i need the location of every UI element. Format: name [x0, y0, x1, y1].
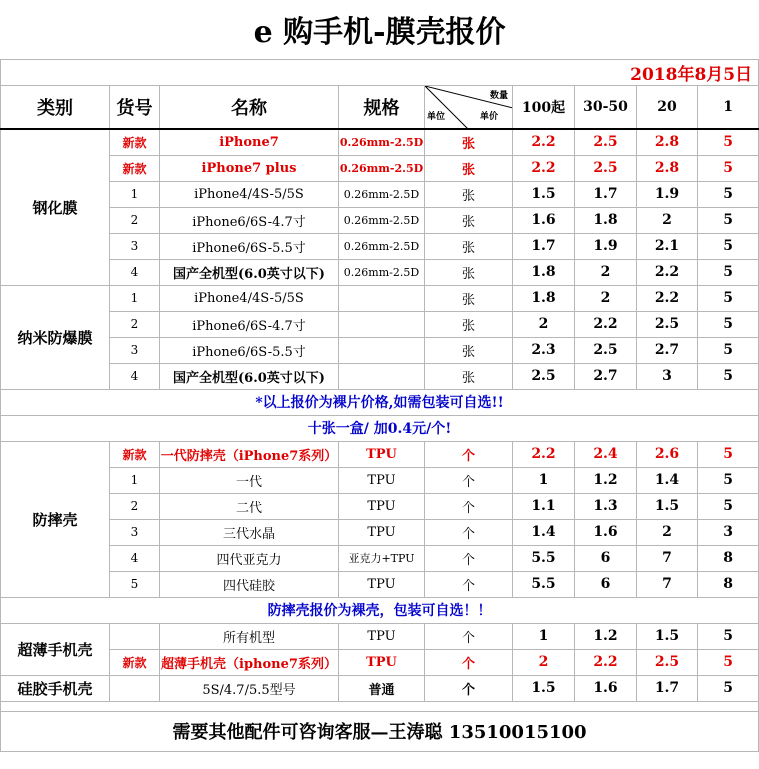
product-name-cell: iPhone7 plus	[160, 155, 339, 181]
price-cell: 2.2	[637, 285, 698, 311]
unit-cell: 张	[425, 181, 513, 207]
unit-cell: 张	[425, 259, 513, 285]
table-row	[1, 285, 759, 311]
table-row	[1, 129, 759, 155]
price-cell: 2	[513, 649, 575, 675]
unit-cell: 个	[425, 545, 513, 571]
spec-cell: 0.26mm-2.5D	[339, 259, 425, 285]
unit-cell: 张	[425, 311, 513, 337]
product-name-cell: iPhone6/6S-5.5寸	[160, 337, 339, 363]
unit-cell: 个	[425, 467, 513, 493]
sku-cell: 新款	[110, 649, 160, 675]
table-row	[1, 181, 759, 207]
table-row	[1, 233, 759, 259]
price-cell: 5	[698, 311, 759, 337]
table-row	[1, 545, 759, 571]
price-cell: 1.1	[513, 493, 575, 519]
price-cell: 2.7	[575, 363, 637, 389]
price-cell: 1.7	[575, 181, 637, 207]
price-cell: 5	[698, 181, 759, 207]
price-cell: 5	[698, 233, 759, 259]
price-cell: 5	[698, 467, 759, 493]
sku-cell: 新款	[110, 129, 160, 155]
spec-cell: 普通	[339, 675, 425, 701]
spec-cell: TPU	[339, 493, 425, 519]
price-cell: 7	[637, 545, 698, 571]
price-cell: 2.2	[575, 649, 637, 675]
category-cell: 钢化膜	[1, 129, 110, 285]
spacer-row	[1, 701, 759, 711]
price-cell: 1	[513, 623, 575, 649]
spec-cell: 亚克力+TPU	[339, 545, 425, 571]
sku-cell: 4	[110, 363, 160, 389]
header-diagonal-cell	[425, 85, 513, 129]
price-cell: 2	[637, 519, 698, 545]
price-cell: 1.9	[575, 233, 637, 259]
sku-cell: 1	[110, 467, 160, 493]
product-name-cell: 一代	[160, 467, 339, 493]
unit-cell: 个	[425, 441, 513, 467]
sku-cell: 2	[110, 493, 160, 519]
product-name-cell: 二代	[160, 493, 339, 519]
spec-cell: 0.26mm-2.5D	[339, 129, 425, 155]
film-pack-note: 十张一盒/ 加0.4元/个!	[1, 415, 759, 441]
spec-cell: 0.26mm-2.5D	[339, 181, 425, 207]
price-cell: 1.2	[575, 467, 637, 493]
price-cell: 1.6	[513, 207, 575, 233]
date-label: 2018年8月5日	[1, 59, 759, 85]
header-qty-20: 20	[637, 85, 698, 129]
product-name-cell: 一代防摔壳（iPhone7系列）	[160, 441, 339, 467]
price-cell: 1.4	[637, 467, 698, 493]
unit-cell: 张	[425, 155, 513, 181]
price-cell: 5	[698, 649, 759, 675]
price-cell: 2.8	[637, 129, 698, 155]
header-spec: 规格	[339, 85, 425, 129]
unit-cell: 张	[425, 363, 513, 389]
sku-cell: 3	[110, 337, 160, 363]
table-row	[1, 467, 759, 493]
unit-cell: 个	[425, 623, 513, 649]
price-cell: 2.2	[513, 129, 575, 155]
sku-cell: 4	[110, 545, 160, 571]
price-cell: 1.8	[513, 285, 575, 311]
sku-cell	[110, 675, 160, 701]
table-row	[1, 155, 759, 181]
spec-cell: 0.26mm-2.5D	[339, 207, 425, 233]
spec-cell	[339, 337, 425, 363]
spec-cell	[339, 363, 425, 389]
price-cell: 2	[575, 285, 637, 311]
product-name-cell: 超薄手机壳（iphone7系列）	[160, 649, 339, 675]
price-cell: 5	[698, 623, 759, 649]
price-cell: 2	[637, 207, 698, 233]
product-name-cell: iPhone6/6S-4.7寸	[160, 311, 339, 337]
price-cell: 2.4	[575, 441, 637, 467]
spec-cell: TPU	[339, 649, 425, 675]
price-cell: 1.9	[637, 181, 698, 207]
product-name-cell: iPhone7	[160, 129, 339, 155]
category-cell: 纳米防爆膜	[1, 285, 110, 389]
unit-cell: 张	[425, 233, 513, 259]
product-name-cell: iPhone4/4S-5/5S	[160, 285, 339, 311]
table-row	[1, 493, 759, 519]
price-cell: 2	[575, 259, 637, 285]
table-row	[1, 519, 759, 545]
sku-cell: 新款	[110, 155, 160, 181]
price-cell: 1.5	[513, 181, 575, 207]
spec-cell: TPU	[339, 519, 425, 545]
table-row	[1, 623, 759, 649]
sku-cell: 3	[110, 519, 160, 545]
table-row	[1, 441, 759, 467]
price-cell: 5	[698, 155, 759, 181]
price-cell: 5	[698, 337, 759, 363]
note-row	[1, 415, 759, 441]
price-cell: 1.4	[513, 519, 575, 545]
price-cell: 3	[637, 363, 698, 389]
spec-cell: 0.26mm-2.5D	[339, 155, 425, 181]
spec-cell: TPU	[339, 467, 425, 493]
unit-cell: 张	[425, 207, 513, 233]
spec-cell: TPU	[339, 623, 425, 649]
header-sku: 货号	[110, 85, 160, 129]
unit-cell: 个	[425, 571, 513, 597]
diag-unit-label: 单位	[427, 112, 446, 122]
price-cell: 1.3	[575, 493, 637, 519]
price-cell: 2.5	[575, 129, 637, 155]
price-cell: 3	[698, 519, 759, 545]
price-cell: 1.7	[513, 233, 575, 259]
price-cell: 5	[698, 441, 759, 467]
sku-cell: 5	[110, 571, 160, 597]
note-row	[1, 597, 759, 623]
unit-cell: 个	[425, 519, 513, 545]
unit-cell: 个	[425, 493, 513, 519]
product-name-cell: 国产全机型(6.0英寸以下)	[160, 363, 339, 389]
price-cell: 7	[637, 571, 698, 597]
table-row	[1, 363, 759, 389]
spec-cell: 0.26mm-2.5D	[339, 233, 425, 259]
header-qty-100: 100起	[513, 85, 575, 129]
sku-cell: 2	[110, 207, 160, 233]
spec-cell: TPU	[339, 571, 425, 597]
note-row	[1, 389, 759, 415]
price-cell: 2.1	[637, 233, 698, 259]
price-cell: 5.5	[513, 571, 575, 597]
product-name-cell: 所有机型	[160, 623, 339, 649]
price-cell: 5	[698, 285, 759, 311]
header-category: 类别	[1, 85, 110, 129]
header-qty-1: 1	[698, 85, 759, 129]
price-cell: 5	[698, 363, 759, 389]
table-row	[1, 259, 759, 285]
product-name-cell: 国产全机型(6.0英寸以下)	[160, 259, 339, 285]
price-cell: 5	[698, 493, 759, 519]
product-name-cell: iPhone4/4S-5/5S	[160, 181, 339, 207]
header-name: 名称	[160, 85, 339, 129]
unit-cell: 个	[425, 675, 513, 701]
unit-cell: 个	[425, 649, 513, 675]
price-cell: 2	[513, 311, 575, 337]
film-note: *以上报价为裸片价格,如需包装可自选!!	[1, 389, 759, 415]
spec-cell	[339, 311, 425, 337]
sku-cell: 1	[110, 285, 160, 311]
price-cell: 2.7	[637, 337, 698, 363]
price-cell: 1.6	[575, 675, 637, 701]
price-cell: 2.6	[637, 441, 698, 467]
price-cell: 5	[698, 129, 759, 155]
footer-row	[1, 711, 759, 751]
case-note: 防摔壳报价为裸壳，包装可自选！！	[1, 597, 759, 623]
price-cell: 1	[513, 467, 575, 493]
category-cell: 硅胶手机壳	[1, 675, 110, 701]
sku-cell: 新款	[110, 441, 160, 467]
table-row	[1, 337, 759, 363]
spec-cell: TPU	[339, 441, 425, 467]
unit-cell: 张	[425, 129, 513, 155]
price-cell: 5	[698, 675, 759, 701]
product-name-cell: 5S/4.7/5.5型号	[160, 675, 339, 701]
unit-cell: 张	[425, 337, 513, 363]
price-cell: 1.5	[637, 623, 698, 649]
product-name-cell: iPhone6/6S-5.5寸	[160, 233, 339, 259]
unit-cell: 张	[425, 285, 513, 311]
table-row	[1, 207, 759, 233]
price-cell: 6	[575, 545, 637, 571]
category-cell: 超薄手机壳	[1, 623, 110, 675]
table-row	[1, 675, 759, 701]
price-cell: 1.8	[575, 207, 637, 233]
contact-footer: 需要其他配件可咨询客服—王涛聪 13510015100	[1, 711, 759, 751]
price-cell: 2.5	[637, 311, 698, 337]
price-cell: 2.2	[575, 311, 637, 337]
price-cell: 5	[698, 259, 759, 285]
price-cell: 1.5	[637, 493, 698, 519]
price-cell: 2.5	[575, 155, 637, 181]
product-name-cell: iPhone6/6S-4.7寸	[160, 207, 339, 233]
price-cell: 2.2	[513, 155, 575, 181]
product-name-cell: 三代水晶	[160, 519, 339, 545]
header-qty-30-50: 30-50	[575, 85, 637, 129]
price-cell: 1.5	[513, 675, 575, 701]
sku-cell: 1	[110, 181, 160, 207]
price-cell: 6	[575, 571, 637, 597]
price-cell: 1.6	[575, 519, 637, 545]
product-name-cell: 四代硅胶	[160, 571, 339, 597]
price-cell: 8	[698, 545, 759, 571]
price-cell: 8	[698, 571, 759, 597]
price-cell: 2.2	[637, 259, 698, 285]
price-cell: 5.5	[513, 545, 575, 571]
category-cell: 防摔壳	[1, 441, 110, 597]
product-name-cell: 四代亚克力	[160, 545, 339, 571]
table-row	[1, 311, 759, 337]
price-cell: 1.8	[513, 259, 575, 285]
sku-cell: 4	[110, 259, 160, 285]
diag-qty-label: 数量	[489, 90, 508, 101]
price-cell: 5	[698, 207, 759, 233]
price-cell: 2.5	[513, 363, 575, 389]
price-cell: 2.5	[637, 649, 698, 675]
spacer-cell	[1, 701, 759, 711]
sheet-title: e 购手机-膜壳报价	[1, 0, 759, 59]
sku-cell	[110, 623, 160, 649]
sku-cell: 2	[110, 311, 160, 337]
price-cell: 2.3	[513, 337, 575, 363]
price-cell: 2.8	[637, 155, 698, 181]
price-cell: 2.2	[513, 441, 575, 467]
diag-price-label: 单价	[479, 112, 498, 122]
table-row	[1, 649, 759, 675]
spec-cell	[339, 285, 425, 311]
price-cell: 1.7	[637, 675, 698, 701]
price-cell: 2.5	[575, 337, 637, 363]
table-row	[1, 571, 759, 597]
sku-cell: 3	[110, 233, 160, 259]
price-cell: 1.2	[575, 623, 637, 649]
